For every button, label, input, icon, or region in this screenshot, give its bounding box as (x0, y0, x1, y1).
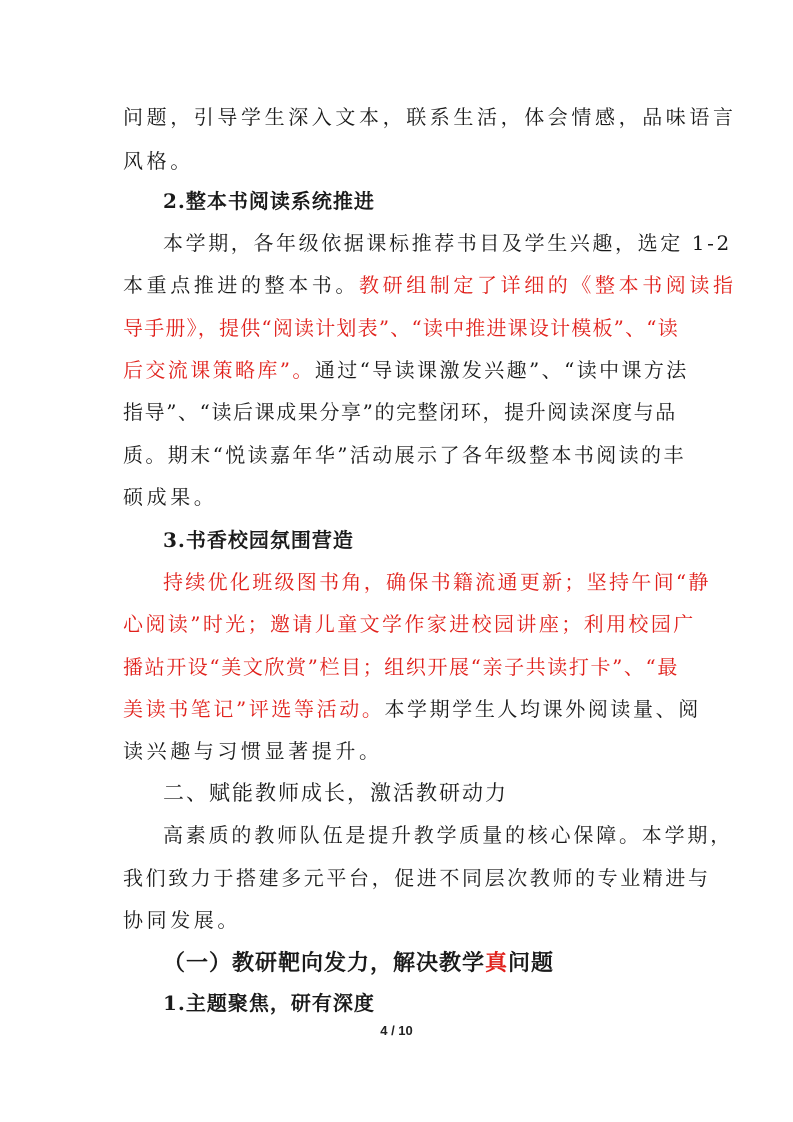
paragraph-line: 问题，引导学生深入文本，联系生活，体会情感，品味语言 (123, 105, 737, 129)
highlighted-line: 心阅读”时光；邀请儿童文学作家进校园讲座；利用校园广 (123, 612, 696, 636)
paragraph-line: 高素质的教师队伍是提升教学质量的核心保障。本学期， (163, 823, 733, 847)
topic-heading: 1.主题聚焦，研有深度 (163, 991, 375, 1015)
paragraph-line: 风格。 (123, 149, 194, 173)
paragraph-line (123, 695, 701, 723)
paragraph-line: 读兴趣与习惯显著提升。 (123, 739, 383, 763)
highlighted-text: 后交流课策略库”。 (123, 358, 315, 382)
paragraph-line: 质。期末“悦读嘉年华”活动展示了各年级整本书阅读的丰 (123, 443, 686, 467)
plain-text: 本重点推进的整本书。 (123, 273, 359, 297)
paragraph-line (123, 271, 737, 299)
paragraph-line: 本学期，各年级依据课标推荐书目及学生兴趣，选定 1-2 (163, 231, 732, 255)
highlighted-line: 导手册》，提供“阅读计划表”、“读中推进课设计模板”、“读 (123, 316, 679, 340)
chapter-heading: 二、赋能教师成长，激活教研动力 (163, 781, 508, 805)
highlighted-text: 教研组制定了详细的《整本书阅读指 (359, 273, 737, 297)
section-heading-campus: 3.书香校园氛围营造 (163, 528, 354, 552)
paragraph-line: 协同发展。 (123, 908, 241, 932)
highlighted-line: 播站开设“美文欣赏”栏目；组织开展“亲子共读打卡”、“最 (123, 655, 679, 679)
highlighted-line: 持续优化班级图书角，确保书籍流通更新；坚持午间“静 (163, 570, 711, 594)
heading-text: 问题 (508, 950, 555, 976)
plain-text: 本学期学生人均课外阅读量、阅 (384, 697, 701, 721)
paragraph-line: 硕成果。 (123, 485, 218, 509)
heading-highlight: 真 (485, 950, 509, 976)
paragraph-line: 我们致力于搭建多元平台，促进不同层次教师的专业精进与 (123, 866, 711, 890)
subsection-heading (163, 949, 554, 977)
heading-text: （一）教研靶向发力，解决教学 (163, 950, 486, 976)
page-number: 4 / 10 (380, 1023, 413, 1038)
paragraph-line: 指导”、“读后课成果分享”的完整闭环，提升阅读深度与品 (123, 400, 677, 424)
plain-text: 通过“导读课激发兴趣”、“读中课方法 (314, 358, 689, 382)
highlighted-text: 美读书笔记”评选等活动。 (123, 697, 385, 721)
paragraph-line (123, 356, 689, 384)
section-heading-reading: 2.整本书阅读系统推进 (163, 189, 375, 213)
